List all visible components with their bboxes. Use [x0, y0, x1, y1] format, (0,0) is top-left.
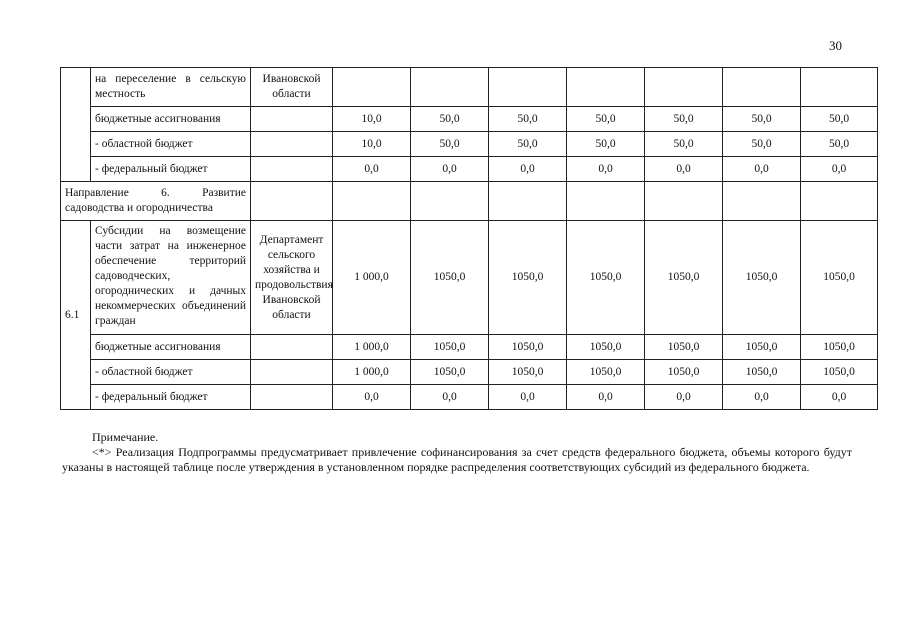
value-cell: 1050,0 [411, 221, 489, 335]
executor-cell [251, 107, 333, 132]
value-cell: 1050,0 [489, 360, 567, 385]
value-cell: 0,0 [645, 157, 723, 182]
value-cell [723, 68, 801, 107]
value-cell [333, 182, 411, 221]
value-cell: 1050,0 [411, 360, 489, 385]
value-cell: 1050,0 [723, 335, 801, 360]
value-cell: 50,0 [801, 107, 878, 132]
value-cell: 0,0 [723, 385, 801, 410]
value-cell: 50,0 [723, 132, 801, 157]
row-label: бюджетные ассигнования [91, 107, 251, 132]
value-cell: 1050,0 [801, 335, 878, 360]
value-cell [645, 68, 723, 107]
budget-table [60, 67, 878, 410]
value-cell: 0,0 [489, 385, 567, 410]
row-label: - федеральный бюджет [91, 385, 251, 410]
value-cell: 1050,0 [567, 221, 645, 335]
value-cell: 1050,0 [567, 335, 645, 360]
notes-section [62, 430, 852, 475]
executor-cell: Ивановской области [251, 68, 333, 107]
value-cell: 1050,0 [645, 335, 723, 360]
value-cell: 1050,0 [489, 335, 567, 360]
row-index: 6.1 [61, 221, 91, 410]
value-cell: 1050,0 [801, 221, 878, 335]
page-number: 30 [829, 38, 842, 53]
value-cell [411, 182, 489, 221]
value-cell: 0,0 [567, 157, 645, 182]
executor-cell [251, 335, 333, 360]
table-row [61, 360, 878, 385]
row-index [61, 68, 91, 182]
value-cell [489, 68, 567, 107]
value-cell: 0,0 [567, 385, 645, 410]
value-cell: 0,0 [411, 385, 489, 410]
value-cell: 1050,0 [801, 360, 878, 385]
value-cell: 50,0 [411, 132, 489, 157]
executor-cell [251, 360, 333, 385]
value-cell: 50,0 [567, 107, 645, 132]
value-cell: 1050,0 [645, 360, 723, 385]
value-cell: 50,0 [801, 132, 878, 157]
value-cell: 50,0 [489, 132, 567, 157]
row-label: бюджетные ассигнования [91, 335, 251, 360]
table-row [61, 68, 878, 107]
executor-cell [251, 182, 333, 221]
value-cell: 1050,0 [723, 360, 801, 385]
value-cell [567, 182, 645, 221]
value-cell: 1050,0 [489, 221, 567, 335]
value-cell: 10,0 [333, 107, 411, 132]
value-cell [411, 68, 489, 107]
row-label: - областной бюджет [91, 132, 251, 157]
row-label: на переселение в сельскую местность [91, 68, 251, 107]
table-row [61, 385, 878, 410]
table-row [61, 107, 878, 132]
value-cell: 50,0 [411, 107, 489, 132]
value-cell: 50,0 [645, 132, 723, 157]
value-cell: 0,0 [801, 385, 878, 410]
notes-heading: Примечание. [92, 430, 159, 444]
section-heading: Направление 6. Развитие садоводства и огородничества [61, 182, 251, 221]
table-row [61, 182, 878, 221]
notes-text: <*> Реализация Подпрограммы предусматривает привлечение софинансирования за счет средств федерального бюджета, объемы которого будут указаны в настоящей таблице после утверждения в установленном порядке распределения соответствующих субсидий из федерального бюджета. [62, 445, 852, 474]
value-cell: 50,0 [645, 107, 723, 132]
value-cell: 1050,0 [645, 221, 723, 335]
value-cell: 0,0 [723, 157, 801, 182]
value-cell: 10,0 [333, 132, 411, 157]
value-cell: 0,0 [489, 157, 567, 182]
value-cell: 50,0 [489, 107, 567, 132]
value-cell: 1 000,0 [333, 335, 411, 360]
value-cell: 0,0 [801, 157, 878, 182]
value-cell [801, 68, 878, 107]
executor-cell [251, 132, 333, 157]
executor-cell: Департамент сельского хозяйства и продовольствия Ивановской области [251, 221, 333, 335]
value-cell: 0,0 [645, 385, 723, 410]
value-cell [645, 182, 723, 221]
value-cell [489, 182, 567, 221]
value-cell: 0,0 [333, 157, 411, 182]
value-cell [801, 182, 878, 221]
value-cell: 0,0 [333, 385, 411, 410]
value-cell [333, 68, 411, 107]
executor-cell [251, 157, 333, 182]
value-cell [567, 68, 645, 107]
table-row [61, 335, 878, 360]
table-row [61, 157, 878, 182]
table-row [61, 221, 878, 335]
value-cell: 1 000,0 [333, 221, 411, 335]
row-label: - областной бюджет [91, 360, 251, 385]
value-cell [723, 182, 801, 221]
value-cell: 0,0 [411, 157, 489, 182]
value-cell: 50,0 [567, 132, 645, 157]
executor-cell [251, 385, 333, 410]
row-label: - федеральный бюджет [91, 157, 251, 182]
value-cell: 50,0 [723, 107, 801, 132]
row-label: Субсидии на возмещение части затрат на инженерное обеспечение территорий садоводческих, огороднических и дачных некоммерческих объединений граждан [91, 221, 251, 335]
value-cell: 1050,0 [411, 335, 489, 360]
value-cell: 1 000,0 [333, 360, 411, 385]
value-cell: 1050,0 [567, 360, 645, 385]
value-cell: 1050,0 [723, 221, 801, 335]
table-row [61, 132, 878, 157]
